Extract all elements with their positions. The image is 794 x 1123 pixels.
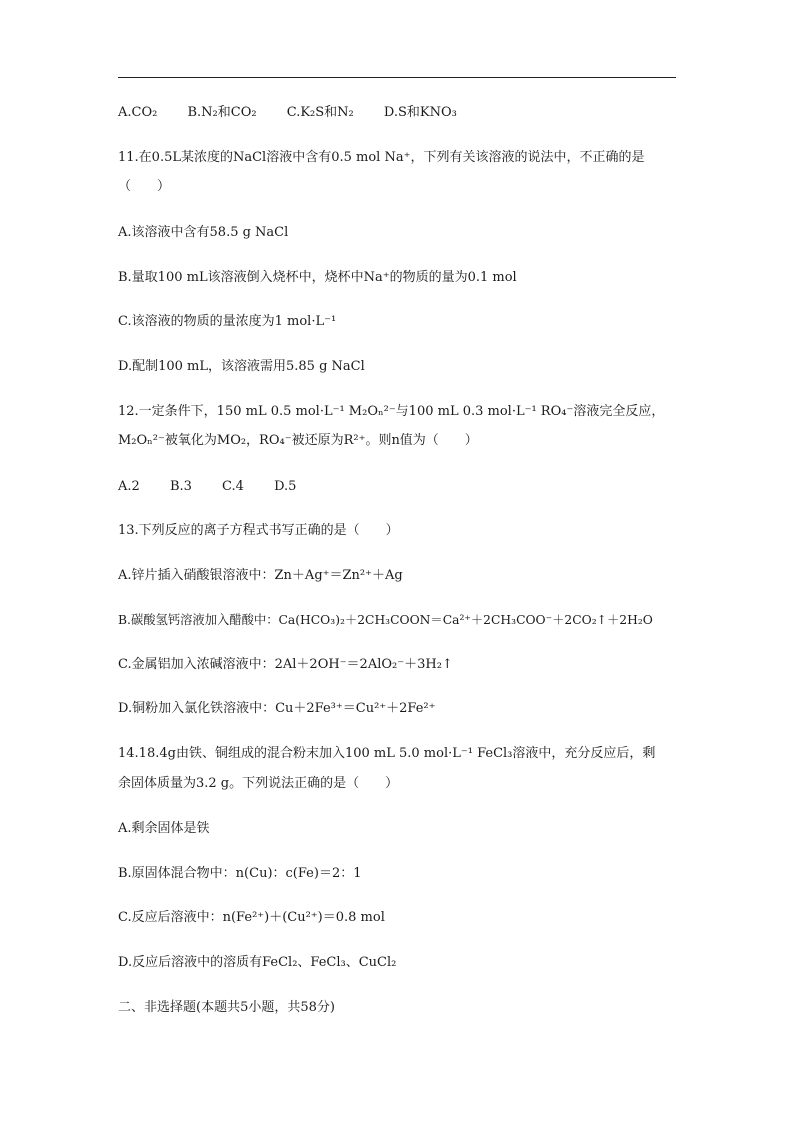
q10-option-d: D.S和KNO₃ — [383, 105, 457, 120]
q12-option-b: B.3 — [169, 479, 192, 494]
q11-stem: 11.在0.5L某浓度的NaCl溶液中含有0.5 mol Na⁺，下列有关该溶液的说法中，不正确的是 — [118, 150, 645, 165]
section-2-heading: 二、非选择题(本题共5小题，共58分) — [118, 1000, 335, 1015]
q12-options — [118, 478, 296, 496]
q14-stem-line2: 余固体质量为3.2 g。下列说法正确的是（ ） — [118, 776, 399, 791]
q12-stem-line2: M₂Oₙ²⁻被氧化为MO₂，RO₄⁻被还原为R²⁺。则n值为（ ） — [118, 433, 478, 448]
q13-option-a: A.锌片插入硝酸银溶液中：Zn＋Ag⁺＝Zn²⁺＋Ag — [118, 568, 403, 583]
q10-option-b: B.N₂和CO₂ — [187, 105, 257, 120]
q13-option-b: B.碳酸氢钙溶液加入醋酸中：Ca(HCO₃)₂＋2CH₃COON＝Ca²⁺＋2CH₃COO⁻＋2CO₂↑＋2H₂O — [118, 613, 653, 627]
top-rule — [118, 77, 676, 78]
q14-stem-line1: 14.18.4g由铁、铜组成的混合粉末加入100 mL 5.0 mol·L⁻¹ FeCl₃溶液中，充分反应后，剩 — [118, 746, 656, 761]
q13-option-d: D.铜粉加入氯化铁溶液中：Cu＋2Fe³⁺＝Cu²⁺＋2Fe²⁺ — [118, 701, 436, 716]
q11-option-a: A.该溶液中含有58.5 g NaCl — [118, 225, 289, 240]
q11-option-b: B.量取100 mL该溶液倒入烧杯中，烧杯中Na⁺的物质的量为0.1 mol — [118, 270, 517, 285]
q11-answer-paren: （ ） — [118, 179, 171, 194]
q10-options — [118, 104, 457, 122]
q13-stem: 13.下列反应的离子方程式书写正确的是（ ） — [118, 523, 399, 538]
q13-option-c: C.金属铝加入浓碱溶液中：2Al＋2OH⁻＝2AlO₂⁻＋3H₂↑ — [118, 657, 453, 672]
q14-option-d: D.反应后溶液中的溶质有FeCl₂、FeCl₃、CuCl₂ — [118, 955, 397, 970]
q12-option-a: A.2 — [118, 479, 140, 494]
q14-option-a: A.剩余固体是铁 — [118, 821, 210, 836]
q12-option-d: D.5 — [274, 479, 297, 494]
q10-option-a: A.CO₂ — [118, 105, 158, 120]
q14-option-c: C.反应后溶液中：n(Fe²⁺)＋(Cu²⁺)＝0.8 mol — [118, 910, 385, 925]
q14-option-b: B.原固体混合物中：n(Cu)：c(Fe)＝2：1 — [118, 866, 362, 881]
q11-option-c: C.该溶液的物质的量浓度为1 mol·L⁻¹ — [118, 314, 337, 329]
q12-stem-line1: 12.一定条件下，150 mL 0.5 mol·L⁻¹ M₂Oₙ²⁻与100 mL 0.3 mol·L⁻¹ RO₄⁻溶液完全反应， — [118, 404, 665, 419]
q10-option-c: C.K₂S和N₂ — [286, 105, 354, 120]
q11-option-d: D.配制100 mL，该溶液需用5.85 g NaCl — [118, 359, 365, 374]
q12-option-c: C.4 — [222, 479, 244, 494]
